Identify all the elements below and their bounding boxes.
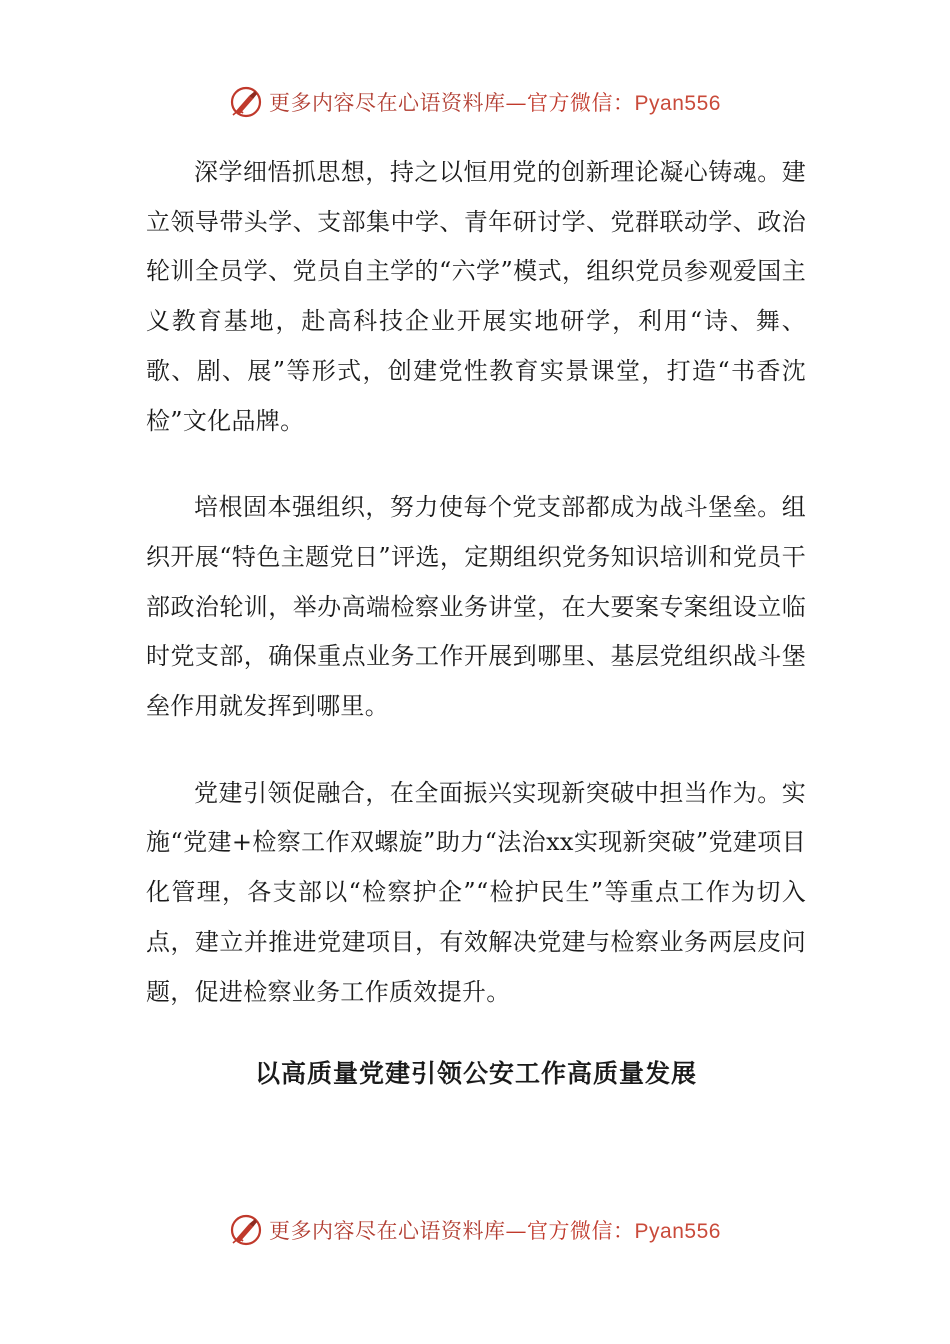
watermark-wechat: 官方微信： bbox=[527, 91, 635, 115]
paragraph-2: 培根固本强组织，努力使每个党支部都成为战斗堡垒。组织开展“特色主题党日”评选，定期组织党务知识培训和党员干部政治轮训，举办高端检察业务讲堂，在大要案专案组设立临时党支部，确保重点业务工作开展到哪里、基层党组织战斗堡垒作用就发挥到哪里。 bbox=[146, 493, 806, 721]
watermark-text bbox=[269, 87, 721, 117]
watermark-id: Pyan556 bbox=[634, 92, 721, 115]
document-body bbox=[146, 148, 806, 1094]
watermark-wechat: 官方微信： bbox=[527, 1219, 635, 1243]
watermark-id: Pyan556 bbox=[634, 1220, 721, 1243]
pen-logo-icon bbox=[229, 85, 263, 119]
watermark-main: 更多内容尽在心语资料库 bbox=[269, 1219, 506, 1243]
watermark-footer bbox=[0, 1210, 950, 1250]
paragraph-1: 深学细悟抓思想，持之以恒用党的创新理论凝心铸魂。建立领导带头学、支部集中学、青年研讨学、党群联动学、政治轮训全员学、党员自主学的“六学”模式，组织党员参观爱国主义教育基地，赴高科技企业开展实地研学，利用“诗、舞、歌、剧、展”等形式，创建党性教育实景课堂，打造“书香沈检”文化品牌。 bbox=[146, 158, 806, 435]
watermark-dash: — bbox=[505, 91, 528, 115]
watermark-dash: — bbox=[505, 1219, 528, 1243]
watermark-main: 更多内容尽在心语资料库 bbox=[269, 91, 506, 115]
paragraph-3: 党建引领促融合，在全面振兴实现新突破中担当作为。实施“党建+检察工作双螺旋”助力“法治xx实现新突破”党建项目化管理，各支部以“检察护企”“检护民生”等重点工作为切入点，建立并推进党建项目，有效解决党建与检察业务两层皮问题，促进检察业务工作质效提升。 bbox=[146, 778, 806, 1006]
pen-logo-icon bbox=[229, 1213, 263, 1247]
section-heading: 以高质量党建引领公安工作高质量发展 bbox=[254, 1059, 697, 1089]
watermark-header bbox=[0, 82, 950, 122]
watermark-text bbox=[269, 1215, 721, 1245]
